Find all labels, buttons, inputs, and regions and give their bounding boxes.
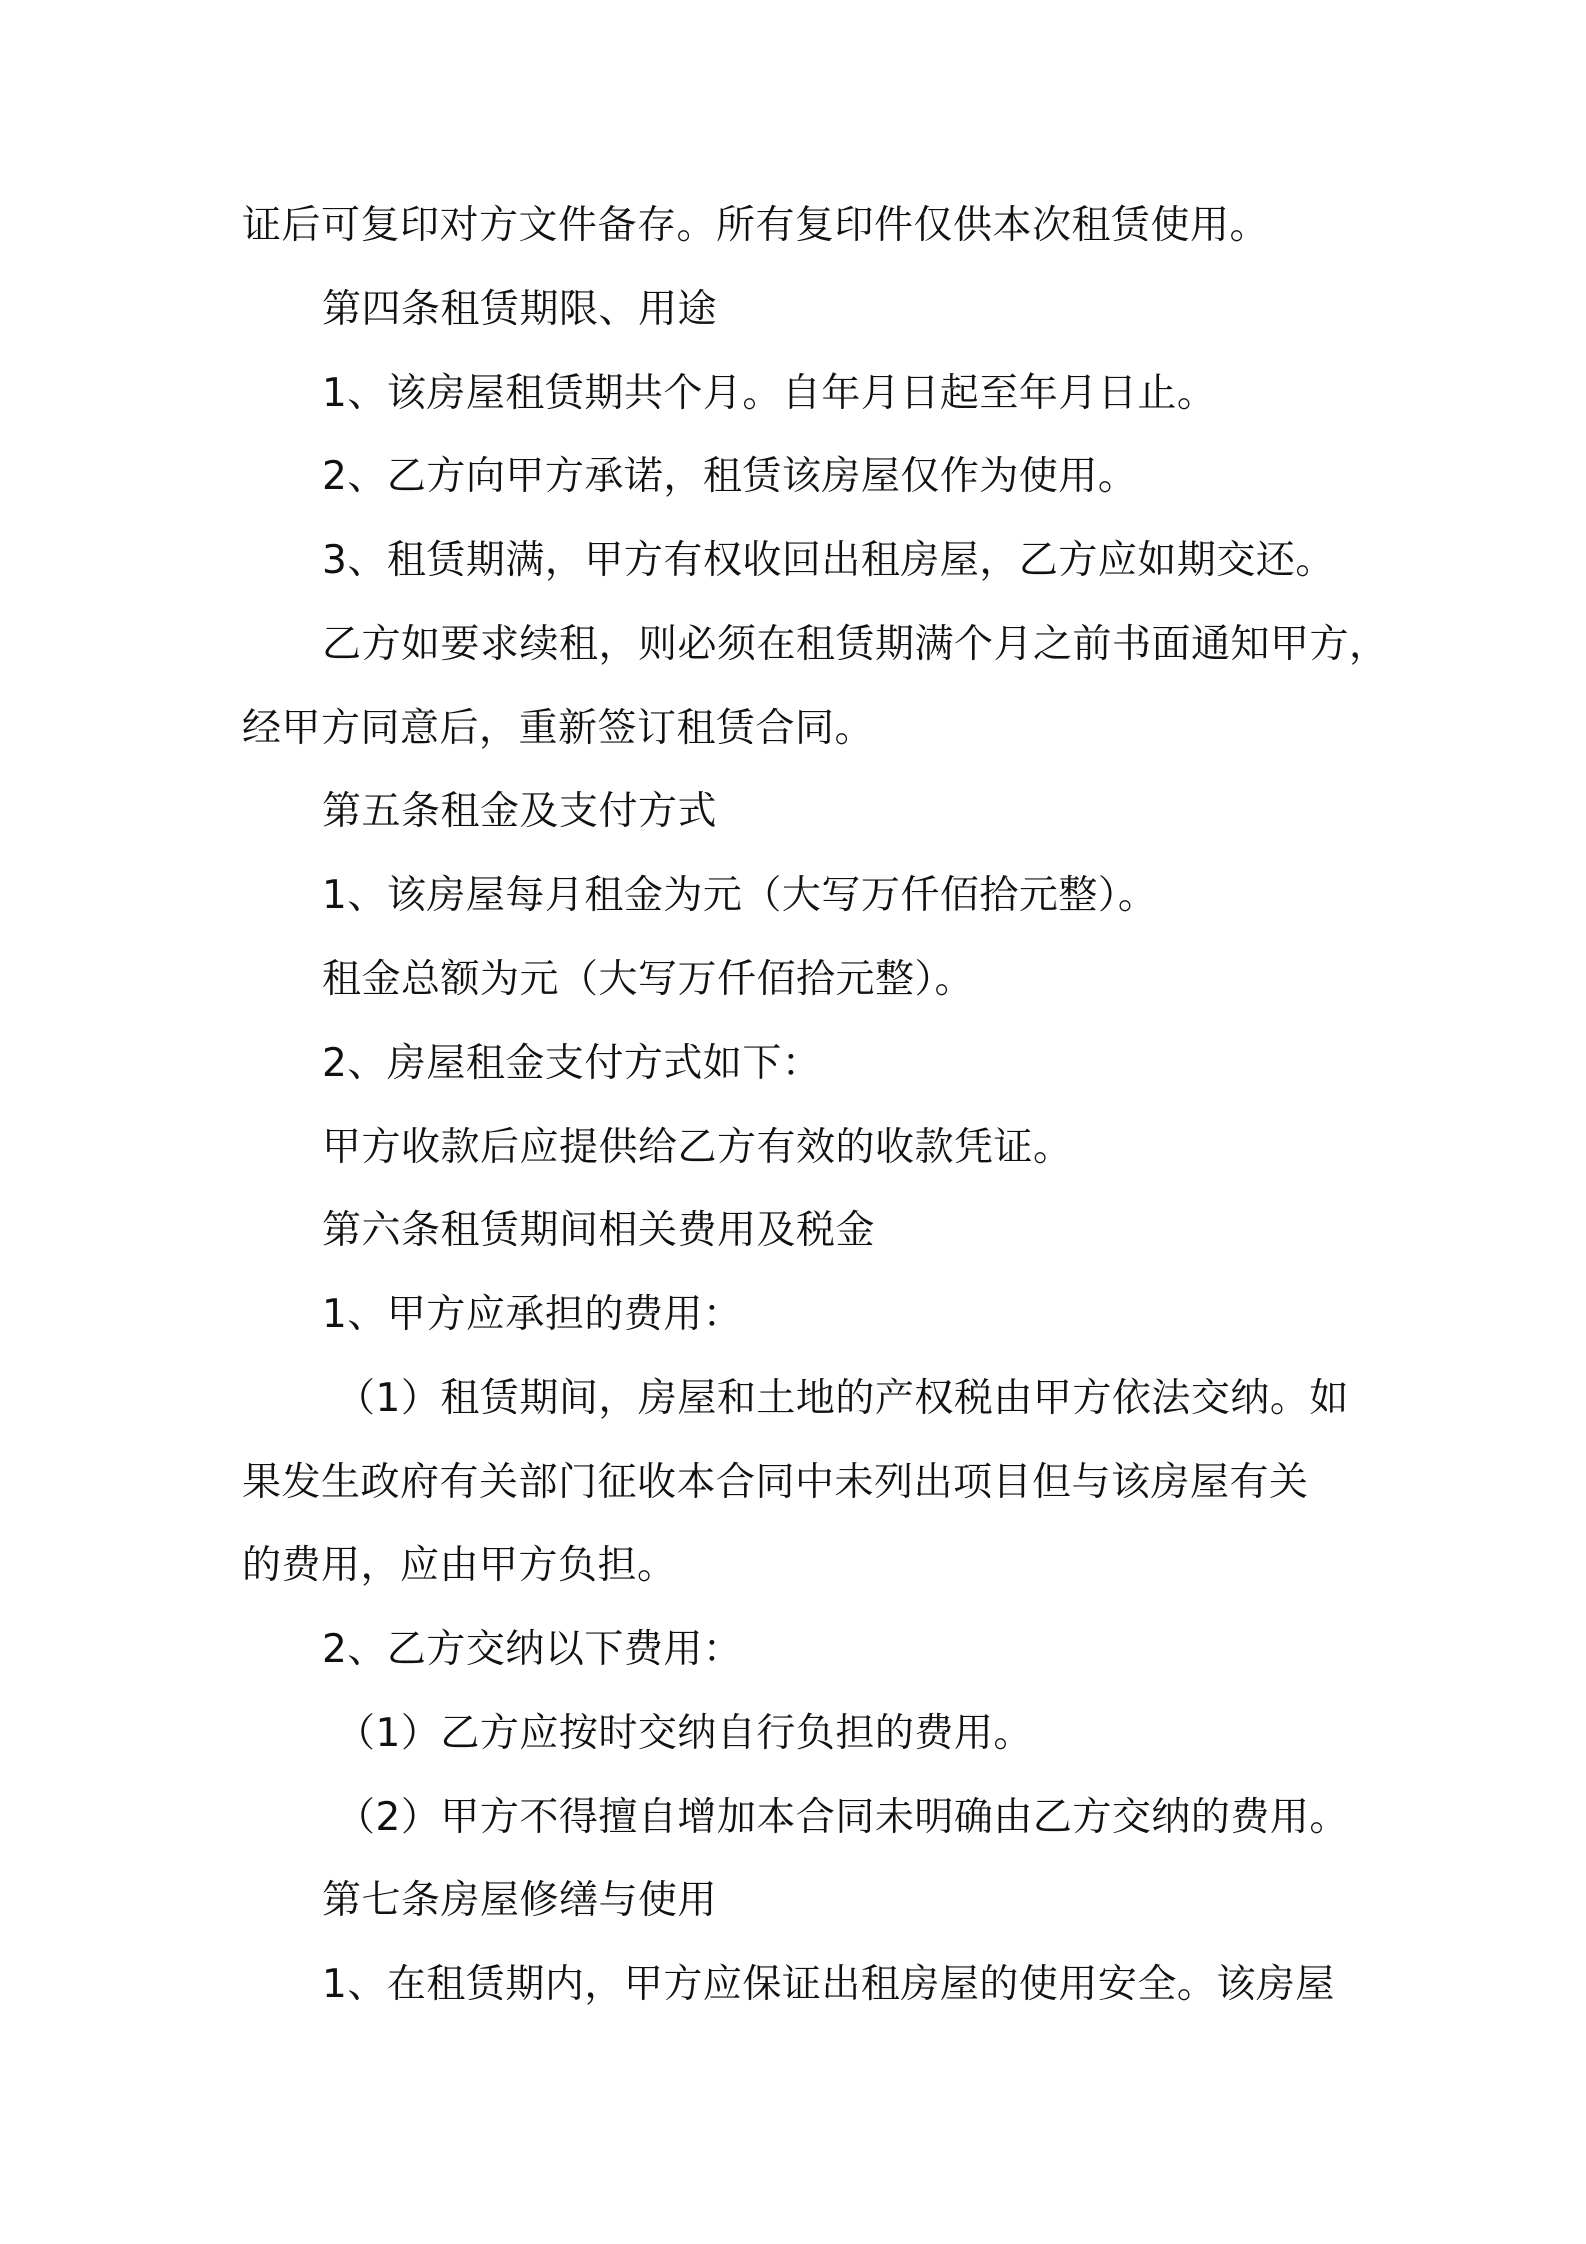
section-heading: 第七条房屋修缮与使用 [322, 1878, 718, 1923]
section-heading: 第五条租金及支付方式 [322, 789, 718, 834]
text-line: （1）租赁期间，房屋和土地的产权税由甲方依法交纳。如 [336, 1376, 1349, 1421]
text-line: （1）乙方应按时交纳自行负担的费用。 [336, 1711, 1033, 1756]
text-line: 甲方收款后应提供给乙方有效的收款凭证。 [322, 1125, 1073, 1170]
text-line: 1、该房屋租赁期共个月。自年月日起至年月日止。 [322, 371, 1217, 416]
text-line: 1、在租赁期内，甲方应保证出租房屋的使用安全。该房屋 [322, 1962, 1335, 2007]
section-heading: 第四条租赁期限、用途 [322, 287, 718, 332]
text-line: （2）甲方不得擅自增加本合同未明确由乙方交纳的费用。 [336, 1795, 1349, 1840]
text-line: 2、乙方交纳以下费用： [322, 1627, 743, 1672]
text-line: 证后可复印对方文件备存。所有复印件仅供本次租赁使用。 [242, 203, 1270, 248]
text-line: 租金总额为元（大写万仟佰拾元整）。 [322, 957, 975, 1002]
text-line: 1、甲方应承担的费用： [322, 1292, 743, 1337]
text-line: 果发生政府有关部门征收本合同中未列出项目但与该房屋有关 [242, 1460, 1309, 1505]
text-line: 2、乙方向甲方承诺，租赁该房屋仅作为使用。 [322, 454, 1138, 499]
text-line: 2、房屋租金支付方式如下： [322, 1041, 822, 1086]
text-line: 经甲方同意后，重新签订租赁合同。 [242, 706, 875, 751]
text-line: 3、租赁期满，甲方有权收回出租房屋，乙方应如期交还。 [322, 538, 1335, 583]
text-line: 乙方如要求续租，则必须在租赁期满个月之前书面通知甲方， [322, 622, 1389, 667]
text-line: 的费用，应由甲方负担。 [242, 1543, 677, 1588]
section-heading: 第六条租赁期间相关费用及税金 [322, 1208, 876, 1253]
text-line: 1、该房屋每月租金为元（大写万仟佰拾元整）。 [322, 873, 1158, 918]
